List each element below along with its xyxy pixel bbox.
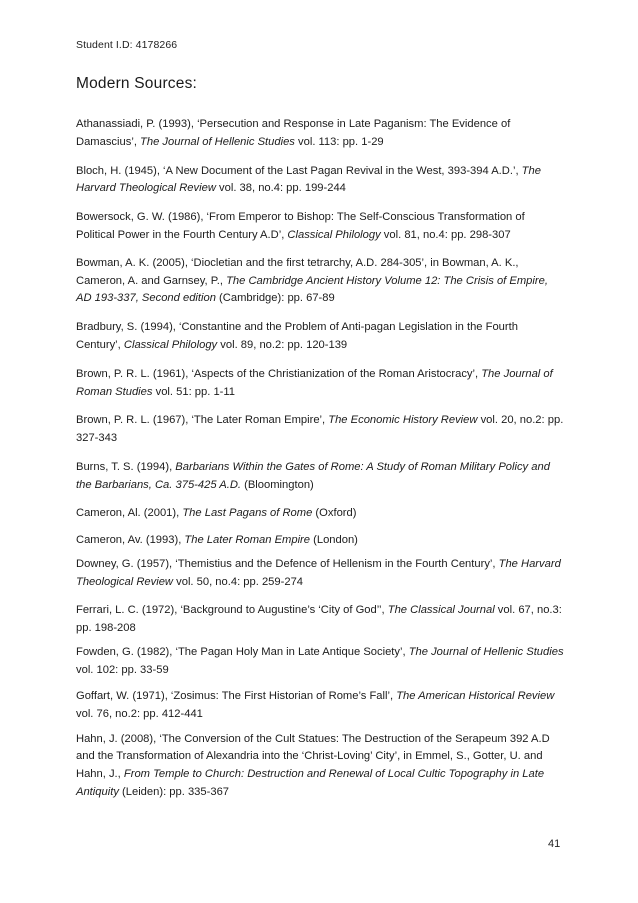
reference-entry	[76, 116, 564, 152]
reference-entry	[76, 556, 564, 592]
reference-text: Athanassiadi, P. (1993), ‘Persecution and Response in Late Paganism: The Evidence of Damascius’,	[76, 118, 511, 148]
reference-title-italic: The Harvard Theological Review	[76, 558, 561, 588]
reference-text: vol. 102: pp. 33-59	[76, 664, 169, 677]
reference-entry	[76, 459, 564, 495]
reference-text: (Cambridge): pp. 67-89	[215, 292, 335, 305]
reference-entry	[76, 412, 564, 448]
reference-text: Cameron, Av. (1993),	[76, 534, 185, 547]
reference-entry	[76, 644, 564, 680]
reference-title-italic: The Journal of Hellenic Studies	[140, 135, 295, 148]
reference-entry	[76, 532, 564, 550]
reference-entry	[76, 209, 564, 245]
student-id-header: Student I.D: 4178266	[76, 39, 178, 51]
reference-text: Burns, T. S. (1994),	[76, 460, 176, 473]
reference-title-italic: The Later Roman Empire	[184, 534, 311, 547]
reference-text: vol. 76, no.2: pp. 412-441	[76, 707, 203, 720]
reference-text: Brown, P. R. L. (1961), ‘Aspects of the Christianization of the Roman Aristocracy’,	[76, 367, 482, 380]
reference-text: vol. 51: pp. 1-11	[152, 385, 236, 398]
reference-text: Downey, G. (1957), ‘Themistius and the Defence of Hellenism in the Fourth Century’,	[76, 558, 499, 571]
reference-text: vol. 67, no.3: pp. 198-208	[76, 603, 562, 634]
reference-title-italic: The Harvard Theological Review	[76, 164, 541, 195]
reference-text: (Leiden): pp. 335-367	[118, 785, 230, 798]
reference-text: Brown, P. R. L. (1967), ‘The Later Roman Empire’,	[76, 414, 329, 427]
reference-title-italic: The Journal of Roman Studies	[76, 367, 553, 398]
reference-title-italic: The Last Pagans of Rome	[182, 506, 313, 519]
reference-title-italic: The Cambridge Ancient History Volume 12: The Crisis of Empire, AD 193-337, Second edition	[76, 274, 548, 305]
reference-entry	[76, 255, 564, 308]
reference-title-italic: Classical Philology	[287, 228, 381, 241]
reference-list	[76, 116, 564, 802]
reference-entry	[76, 366, 564, 402]
reference-title-italic: The Classical Journal	[387, 603, 495, 616]
reference-entry	[76, 688, 564, 724]
reference-text: vol. 50, no.4: pp. 259-274	[173, 575, 304, 588]
reference-entry	[76, 602, 564, 638]
reference-entry	[76, 319, 564, 355]
reference-text: Bowersock, G. W. (1986), ‘From Emperor to Bishop: The Self-Conscious Transformation of Political Power in the Fourth Century A.D’,	[76, 211, 525, 241]
reference-text: vol. 38, no.4: pp. 199-244	[215, 182, 346, 195]
reference-text: Bowman, A. K. (2005), ‘Diocletian and the first tetrarchy, A.D. 284-305’, in Bowman, A. K., Cameron, A. and Garnsey, P.,	[76, 256, 519, 287]
reference-text: Fowden, G. (1982), ‘The Pagan Holy Man in Late Antique Society’,	[76, 646, 409, 659]
reference-title-italic: Classical Philology	[123, 338, 218, 351]
reference-title-italic: The Economic History Review	[328, 414, 478, 427]
reference-text: Cameron, Al. (2001),	[76, 506, 183, 519]
reference-text: (London)	[310, 534, 358, 547]
reference-text: vol. 113: pp. 1-29	[294, 135, 384, 148]
reference-title-italic: The Journal of Hellenic Studies	[408, 646, 564, 659]
section-title: Modern Sources:	[76, 75, 198, 92]
reference-title-italic: From Temple to Church: Destruction and Renewal of Local Cultic Topography in Late Antiquity	[76, 768, 545, 798]
reference-text: vol. 89, no.2: pp. 120-139	[217, 338, 348, 351]
reference-text: Goffart, W. (1971), ‘Zosimus: The First Historian of Rome’s Fall’,	[76, 689, 397, 702]
reference-text: vol. 20, no.2: pp. 327-343	[76, 414, 564, 445]
reference-text: Ferrari, L. C. (1972), ‘Background to Augustine’s ‘City of God’’,	[76, 603, 388, 616]
reference-entry	[76, 731, 564, 802]
reference-text: Bloch, H. (1945), ‘A New Document of the Last Pagan Revival in the West, 393-394 A.D.’,	[76, 164, 522, 177]
reference-text: vol. 81, no.4: pp. 298-307	[380, 228, 511, 241]
reference-text: (Oxford)	[312, 506, 357, 519]
reference-entry	[76, 505, 564, 523]
page-number: 41	[548, 838, 561, 850]
reference-title-italic: Barbarians Within the Gates of Rome: A Study of Roman Military Policy and the Barbarians, Ca. 375-425 A.D.	[76, 460, 550, 491]
reference-text: (Bloomington)	[241, 478, 314, 491]
reference-title-italic: The American Historical Review	[396, 689, 555, 702]
reference-text: Hahn, J. (2008), ‘The Conversion of the Cult Statues: The Destruction of the Serapeum 392 A.D and the Transformation of Alexandria into the ‘Christ-Loving’ City’, in Emmel, S., Gotter, U. and Hahn, J.,	[76, 732, 550, 781]
reference-entry	[76, 163, 564, 199]
reference-text: Bradbury, S. (1994), ‘Constantine and the Problem of Anti-pagan Legislation in the Fourth Century’,	[76, 321, 518, 351]
